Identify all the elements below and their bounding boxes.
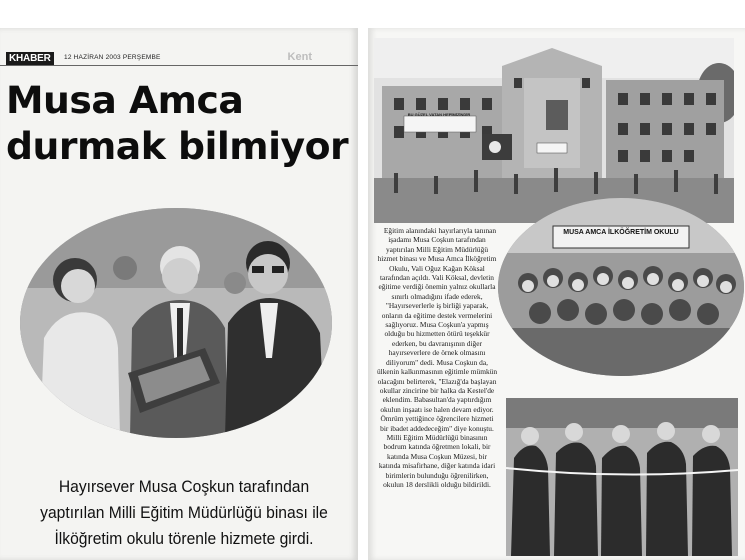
section-label: Kent [287, 51, 312, 63]
logo-text: HABER [16, 53, 51, 64]
ceremony-photo-drawing [20, 208, 332, 438]
article-paragraph: Eğitim alanındaki hayırlarıyla tanınan işadamı Musa Coşkun tarafından yaptırılan Milli Eğitim Müdürlüğü hizmet binası ve Musa Amca İlköğretim Okulu, Vali Oğuz Kağan Köksal tarafından açıldı. Vali Köksal, devletin eğitime verdiği önemin yalnız okullarla sınırlı olmadığını ifade ederek, "Hayırseverlerle iş birliği yaparak, onların da eğitime destek vermelerini sağlıyoruz. Musa Coşkun'a yapmış olduğu bu hizmetten ötürü teşekkür ederken, bu davranışının diğer hayırseverlere de örnek olmasını diliyorum" dedi. Musa Coşkun da, ülkenin kalkınmasının eğitimle mümkün olacağını belirterek, "Elazığ'da başlayan okullar zincirine bir halka da Kestel'de eklendim. Babasultan'da yaptırdığım okulun inşaatı ise halen devam ediyor. Ömrüm yettiğince öğrencilere hizmeti bir ibadet addedeceğim" diye konuştu. Milli Eğitim Müdürlüğü binasının bodrum katında öğretmen lokali, bir katında Musa Coşkun Müzesi, bir katında misafirhane, diğer katında idari birimlerin bulunduğu öğrenilirken, okulun 18 derslikli olduğu bildirildi. [376, 226, 498, 489]
headline-line-2: durmak bilmiyor [6, 125, 349, 168]
headline [6, 78, 365, 170]
building-banner-text: BU GÜZEL VATAN HEPİMİZİNDİR [407, 112, 471, 117]
article-body [376, 226, 498, 556]
ribbon-cutting-photo [506, 398, 738, 556]
students-photo-drawing [498, 198, 744, 376]
ribbon-cutting-photo-drawing [506, 398, 738, 556]
logo-prefix: K [9, 53, 17, 64]
school-sign-text: MUSA AMCA İLKÖĞRETİM OKULU [563, 229, 679, 236]
headline-line-1: Musa Amca [6, 79, 244, 122]
photo-caption: Hayırsever Musa Coşkun tarafından yaptırılan Milli Eğitim Müdürlüğü binası ile İlköğretim okulu törenle hizmete girdi. [40, 477, 328, 548]
building-photo-drawing [374, 38, 734, 223]
students-photo [498, 198, 744, 376]
building-photo [374, 38, 734, 223]
ceremony-photo [20, 208, 332, 438]
left-newspaper-page [0, 28, 358, 560]
right-newspaper-page [368, 28, 745, 560]
issue-date: 12 HAZİRAN 2003 PERŞEMBE [64, 54, 161, 61]
page-header [0, 50, 358, 66]
newspaper-logo [6, 52, 54, 65]
